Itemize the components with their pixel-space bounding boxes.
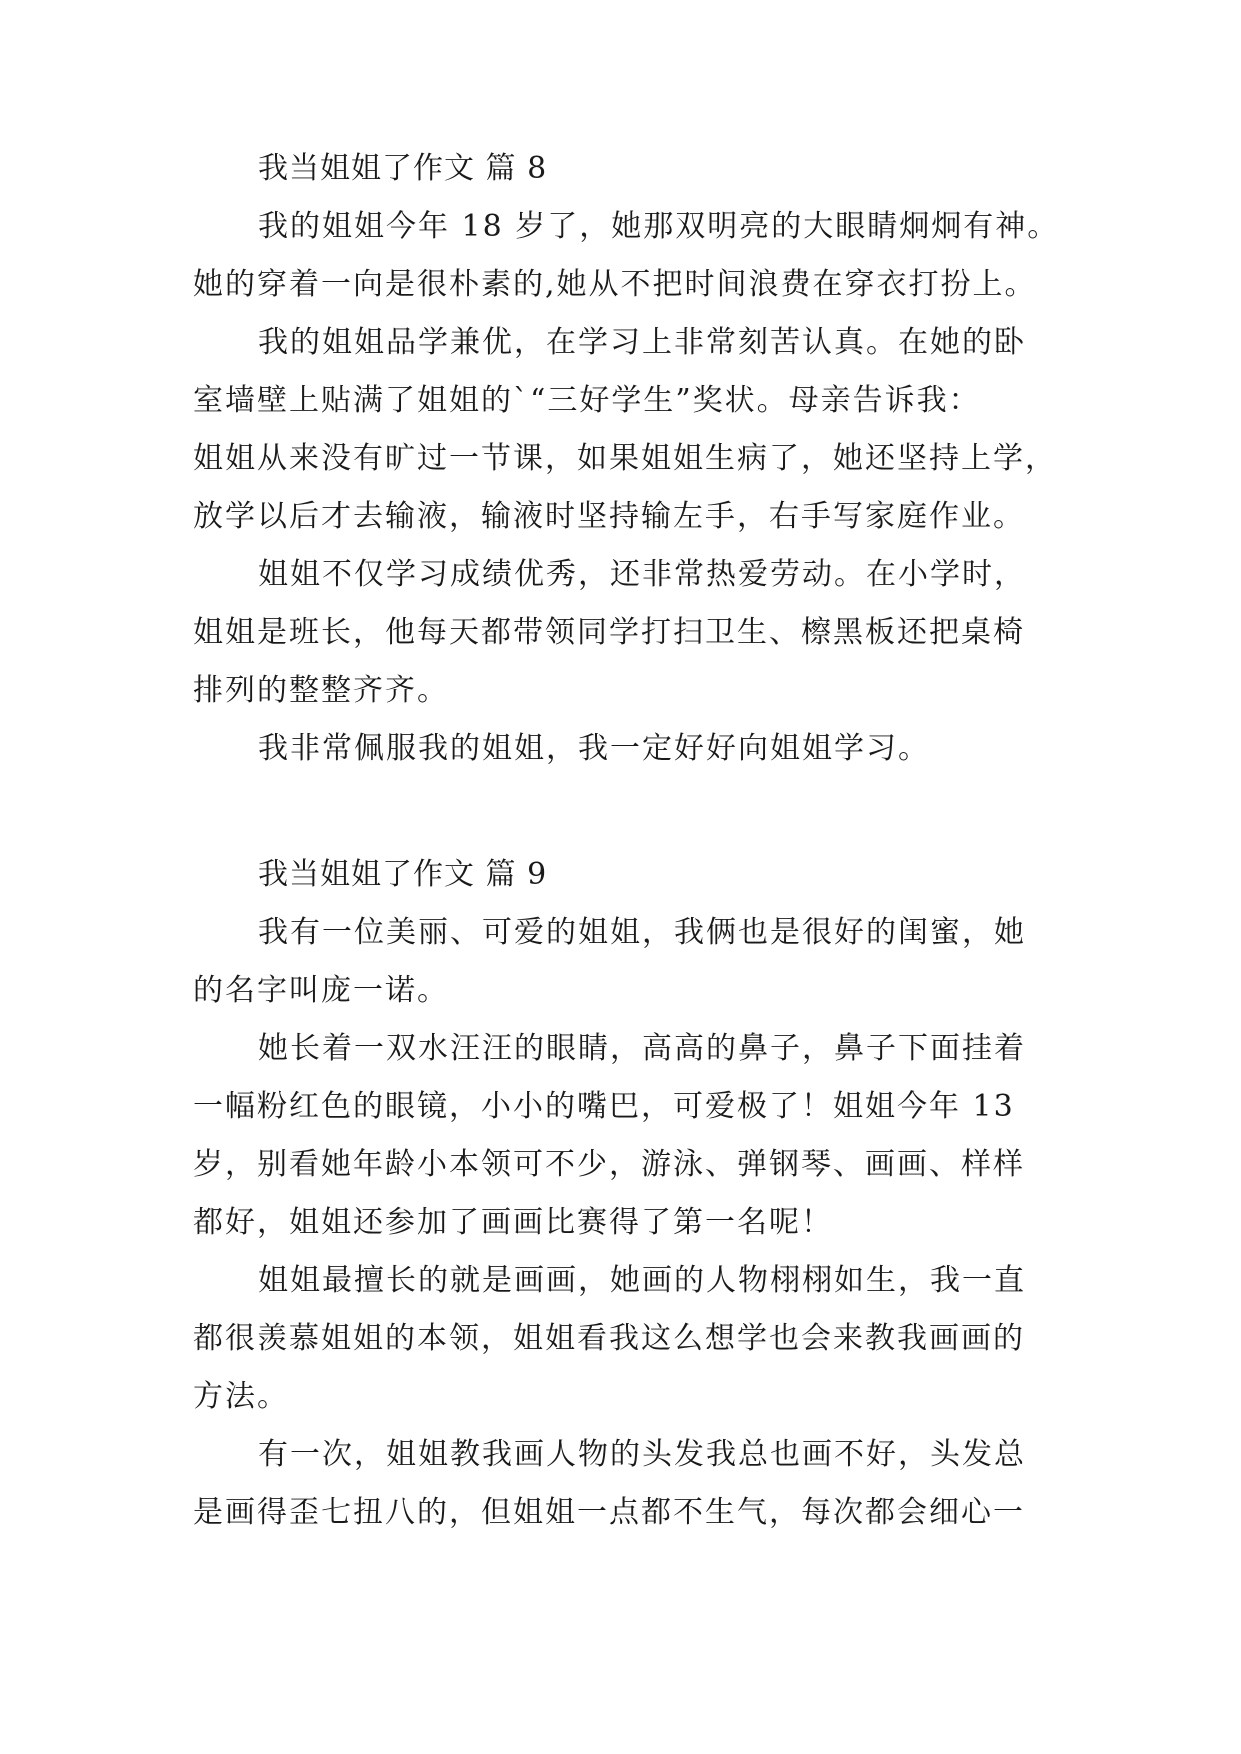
text-line: 方法。 [193, 1379, 289, 1414]
text-line: 室墙壁上贴满了姐姐的`“三好学生”奖状。母亲告诉我： [193, 383, 981, 418]
text-line: 有一次，姐姐教我画人物的头发我总也画不好，头发总 [258, 1437, 1026, 1472]
text-line: 姐姐最擅长的就是画画，她画的人物栩栩如生，我一直 [258, 1263, 1026, 1298]
text-line: 一幅粉红色的眼镜，小小的嘴巴，可爱极了！姐姐今年 13 [193, 1089, 1015, 1124]
text-line: 放学以后才去输液，输液时坚持输左手，右手写家庭作业。 [193, 499, 1025, 534]
text-line: 我有一位美丽、可爱的姐姐，我俩也是很好的闺蜜，她 [258, 915, 1026, 950]
text-line: 都好，姐姐还参加了画画比赛得了第一名呢！ [193, 1205, 833, 1240]
text-line: 的名字叫庞一诺。 [193, 973, 449, 1008]
text-line: 我的姐姐今年 18 岁了，她那双明亮的大眼睛炯炯有神。 [258, 209, 1060, 244]
text-line: 岁，别看她年龄小本领可不少，游泳、弹钢琴、画画、样样 [193, 1147, 1025, 1182]
text-line: 我非常佩服我的姐姐，我一定好好向姐姐学习。 [258, 731, 930, 766]
section-heading: 我当姐姐了作文 篇 8 [258, 151, 548, 186]
text-line: 她的穿着一向是很朴素的,她从不把时间浪费在穿衣打扮上。 [193, 267, 1037, 302]
text-line: 是画得歪七扭八的，但姐姐一点都不生气，每次都会细心一 [193, 1495, 1025, 1530]
text-line: 都很羡慕姐姐的本领，姐姐看我这么想学也会来教我画画的 [193, 1321, 1025, 1356]
text-line: 她长着一双水汪汪的眼睛，高高的鼻子，鼻子下面挂着 [258, 1031, 1026, 1066]
text-line: 我的姐姐品学兼优，在学习上非常刻苦认真。在她的卧 [258, 325, 1026, 360]
text-line: 姐姐是班长，他每天都带领同学打扫卫生、檫黑板还把桌椅 [193, 615, 1025, 650]
text-line: 排列的整整齐齐。 [193, 673, 449, 708]
text-line: 姐姐从来没有旷过一节课，如果姐姐生病了，她还坚持上学， [193, 441, 1057, 476]
text-line: 姐姐不仅学习成绩优秀，还非常热爱劳动。在小学时， [258, 557, 1026, 592]
section-heading: 我当姐姐了作文 篇 9 [258, 857, 548, 892]
